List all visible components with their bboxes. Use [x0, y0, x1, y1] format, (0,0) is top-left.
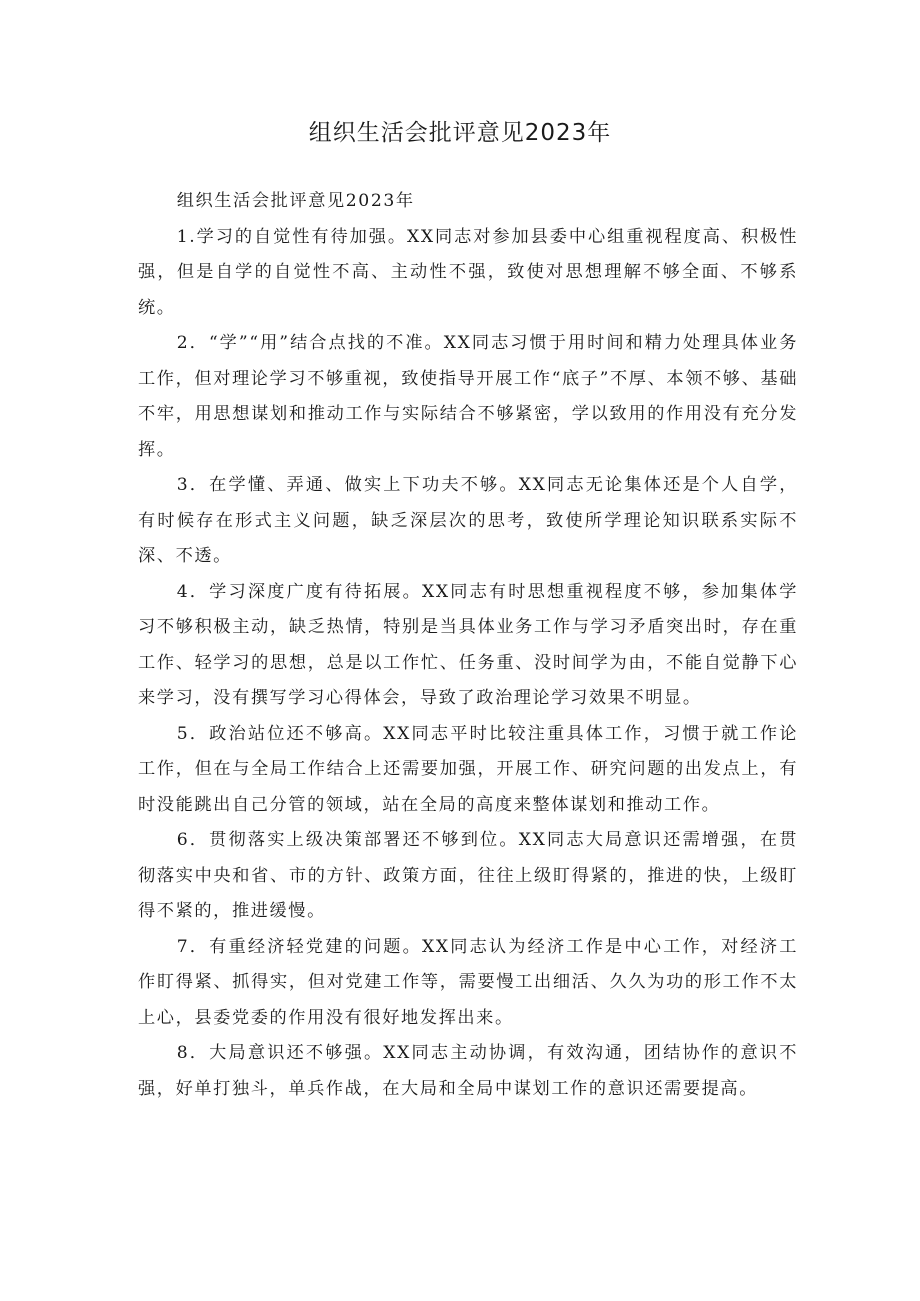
paragraph-5: 5．政治站位还不够高。XX同志平时比较注重具体工作，习惯于就工作论工作，但在与全局工作结合上还需要加强，开展工作、研究问题的出发点上，有时没能跳出自己分管的领域，站在全局的高度来整体谋划和推动工作。 — [138, 723, 798, 815]
paragraph-7: 7．有重经济轻党建的问题。XX同志认为经济工作是中心工作，对经济工作盯得紧、抓得实，但对党建工作等，需要慢工出细活、久久为功的形工作不太上心，县委党委的作用没有很好地发挥出来。 — [138, 936, 798, 1028]
paragraph-3: 3．在学懂、弄通、做实上下功夫不够。XX同志无论集体还是个人自学，有时候存在形式主义问题，缺乏深层次的思考，致使所学理论知识联系实际不深、不透。 — [138, 475, 798, 566]
document-subtitle: 组织生活会批评意见2023年 — [176, 191, 415, 211]
paragraph-1: 1.学习的自觉性有待加强。XX同志对参加县委中心组重视程度高、积极性强，但是自学的自觉性不高、主动性不强，致使对思想理解不够全面、不够系统。 — [138, 226, 798, 318]
paragraph-8: 8．大局意识还不够强。XX同志主动协调，有效沟通，团结协作的意识不强，好单打独斗，单兵作战，在大局和全局中谋划工作的意识还需要提高。 — [138, 1043, 798, 1099]
document-body — [138, 184, 798, 1107]
paragraph-6: 6．贯彻落实上级决策部署还不够到位。XX同志大局意识还需增强，在贯彻落实中央和省、市的方针、政策方面，往往上级盯得紧的，推进的快，上级盯得不紧的，推进缓慢。 — [138, 830, 798, 921]
page-title: 组织生活会批评意见2023年 — [308, 120, 612, 146]
paragraph-2: 2．“学”“用”结合点找的不准。XX同志习惯于用时间和精力处理具体业务工作，但对理论学习不够重视，致使指导开展工作“底子”不厚、本领不够、基础不牢，用思想谋划和推动工作与实际结合不够紧密，学以致用的作用没有充分发挥。 — [138, 333, 798, 460]
paragraph-4: 4．学习深度广度有待拓展。XX同志有时思想重视程度不够，参加集体学习不够积极主动，缺乏热情，特别是当具体业务工作与学习矛盾突出时，存在重工作、轻学习的思想，总是以工作忙、任务重、没时间学为由，不能自觉静下心来学习，没有撰写学习心得体会，导致了政治理论学习效果不明显。 — [138, 581, 798, 708]
